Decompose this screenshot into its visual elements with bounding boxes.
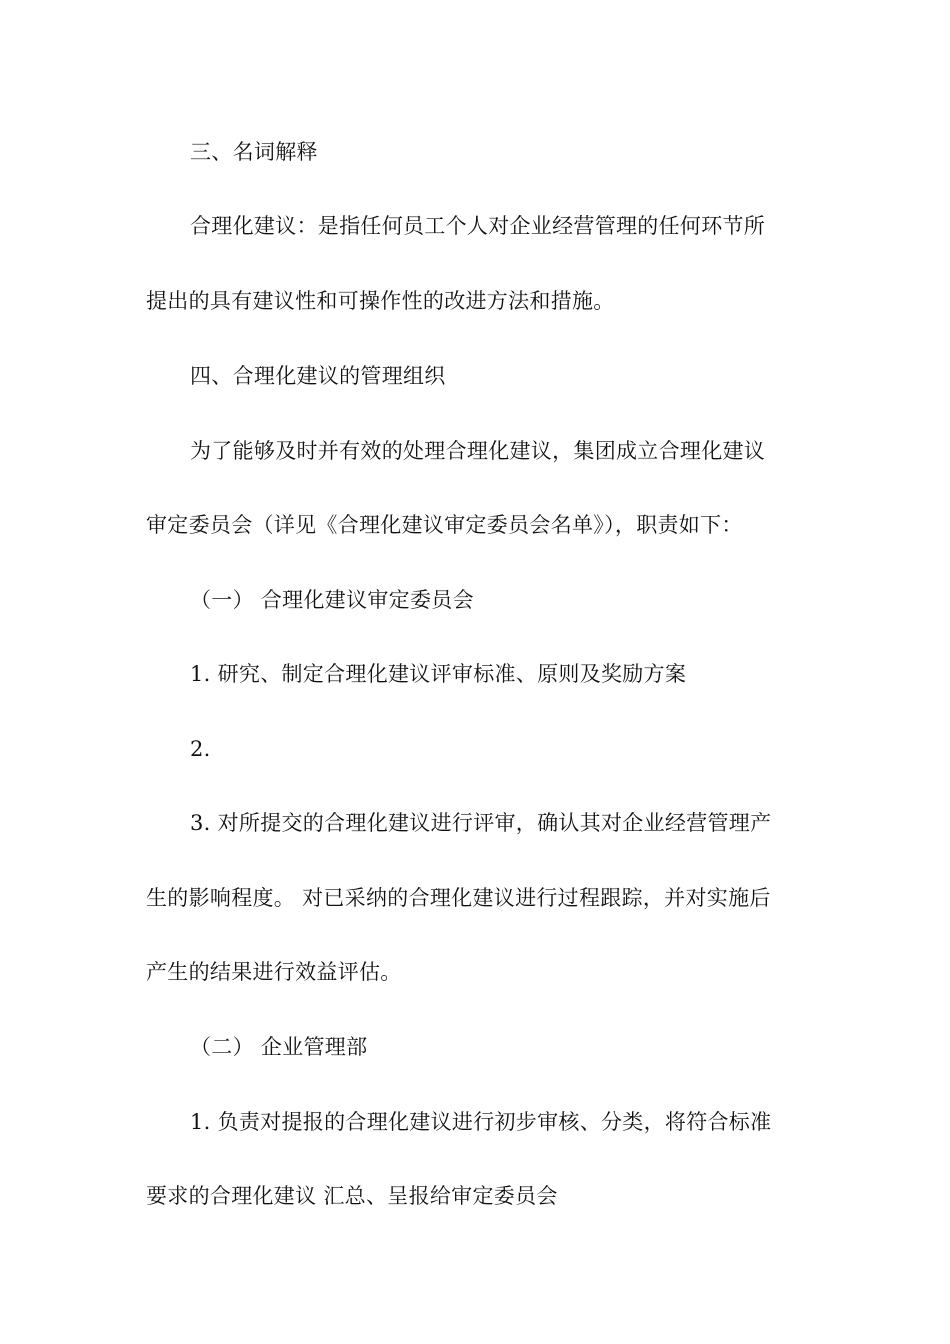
paragraph-line: 生的影响程度。 对已采纳的合理化建议进行过程跟踪，并对实施后: [146, 886, 771, 910]
section-heading-4: 四、合理化建议的管理组织: [190, 364, 446, 388]
paragraph-line: 产生的结果进行效益评估。: [146, 960, 402, 984]
list-item: 2.: [190, 737, 211, 761]
list-item: 3. 对所提交的合理化建议进行评审，确认其对企业经营管理产: [190, 811, 772, 835]
subsection-heading-1: （一） 合理化建议审定委员会: [190, 588, 474, 612]
paragraph-line: 合理化建议：是指任何员工个人对企业经营管理的任何环节所: [190, 214, 766, 238]
section-heading-3: 三、名词解释: [190, 140, 318, 164]
list-item: 1. 研究、制定合理化建议评审标准、原则及奖励方案: [190, 662, 687, 686]
paragraph-line: 要求的合理化建议 汇总、呈报给审定委员会: [146, 1184, 558, 1208]
list-item: 1. 负责对提报的合理化建议进行初步审核、分类，将符合标准: [190, 1110, 772, 1134]
paragraph-line: 为了能够及时并有效的处理合理化建议，集团成立合理化建议: [190, 439, 766, 463]
paragraph-line: 提出的具有建议性和可操作性的改进方法和措施。: [146, 289, 615, 313]
paragraph-line: 审定委员会（详见《合理化建议审定委员会名单》），职责如下：: [146, 513, 743, 537]
subsection-heading-2: （二） 企业管理部: [190, 1035, 368, 1059]
